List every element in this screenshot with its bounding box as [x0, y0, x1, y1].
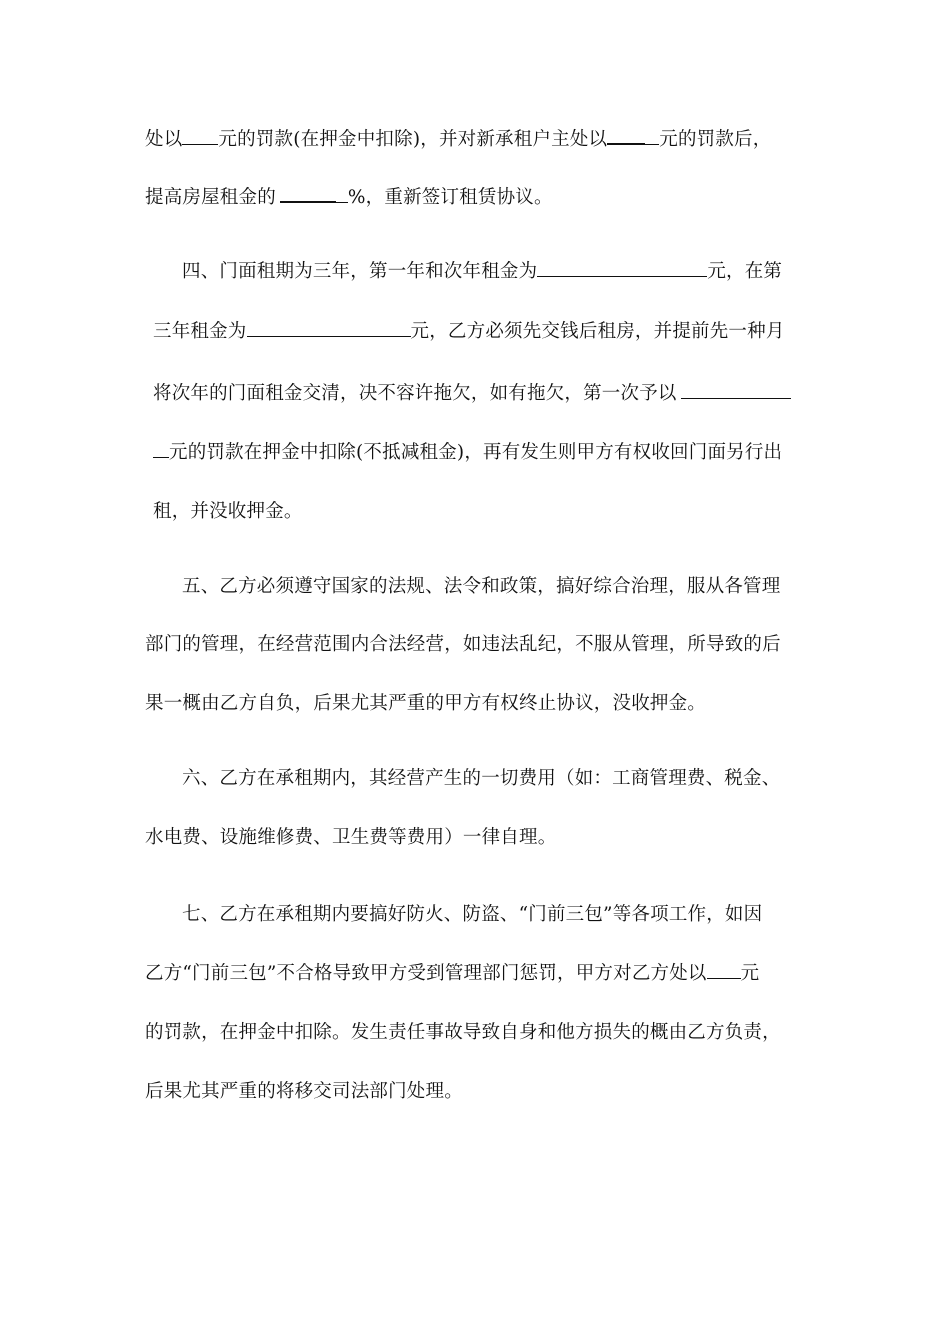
text-run: 乙方“门前三包”不合格导致甲方受到管理部门惩罚，甲方对乙方处以 — [145, 963, 707, 984]
clause-3-line-2 — [145, 185, 553, 210]
text-run: 元，在第 — [707, 261, 783, 282]
text-run: %，重新签订租赁协议。 — [347, 187, 553, 208]
clause-number: 五、乙方必须遵守国家的法规、法令和政策，搞好综合治理，服从各管理 — [182, 576, 781, 597]
text-run: 元的罚款在押金中扣除(不抵减租金)，再有发生则甲方有权收回门面另行出 — [169, 442, 783, 463]
text-run: 元 — [740, 963, 760, 984]
fill-in-blank[interactable] — [681, 382, 791, 399]
text-run: 处以 — [145, 129, 183, 150]
clause-4-line-2 — [153, 320, 785, 344]
text-run: 的罚款，在押金中扣除。发生责任事故导致自身和他方损失的概由乙方负责， — [145, 1022, 781, 1043]
text-run: 元的罚款后， — [659, 129, 772, 150]
clause-7-line-4 — [145, 1080, 463, 1104]
clause-7-line-2 — [145, 962, 759, 986]
clause-6-line-1 — [182, 767, 780, 791]
fill-in-blank[interactable] — [182, 128, 218, 145]
text-run: 提高房屋租金的 — [145, 187, 276, 208]
clause-number: 六、乙方在承租期内，其经营产生的一切费用（如：工商管理费、税金、 — [182, 768, 781, 789]
clause-4-line-4 — [153, 441, 782, 465]
text-run: 后果尤其严重的将移交司法部门处理。 — [145, 1081, 463, 1102]
clause-7-line-3 — [145, 1021, 781, 1045]
fill-in-blank[interactable] — [607, 127, 645, 145]
text-run: 果一概由乙方自负，后果尤其严重的甲方有权终止协议，没收押金。 — [145, 693, 707, 714]
fill-in-blank[interactable] — [247, 320, 411, 337]
clause-number: 七、乙方在承租期内要搞好防火、防盗、“门前三包”等各项工作，如因 — [182, 904, 763, 925]
fill-in-blank[interactable] — [537, 260, 707, 277]
clause-5-line-1 — [182, 575, 780, 599]
clause-4-line-1 — [182, 260, 782, 284]
text-run: 将次年的门面租金交清，决不容许拖欠，如有拖欠，第一次予以 — [153, 383, 677, 404]
clause-5-line-3 — [145, 692, 706, 716]
clause-4-line-3 — [153, 382, 791, 406]
fill-in-blank[interactable] — [153, 441, 169, 458]
clause-6-line-2 — [145, 826, 556, 850]
text-run: 部门的管理，在经营范围内合法经营，如违法乱纪，不服从管理，所导致的后 — [145, 634, 781, 655]
text-run: 租，并没收押金。 — [153, 501, 303, 522]
clause-7-line-1 — [182, 903, 762, 927]
text-run: 三年租金为 — [153, 321, 247, 342]
text-run: 元，乙方必须先交钱后租房，并提前先一种月 — [410, 321, 785, 342]
text-run: 元的罚款(在押金中扣除)，并对新承租户主处以 — [218, 129, 608, 150]
clause-4-line-5 — [153, 500, 303, 524]
fill-in-blank[interactable] — [707, 962, 741, 979]
fill-in-blank-tail — [336, 186, 348, 203]
fill-in-blank-tail — [645, 128, 659, 145]
clause-number: 四、门面租期为三年，第一年和次年租金为 — [182, 261, 538, 282]
clause-3-line-1 — [145, 127, 771, 152]
fill-in-blank[interactable] — [280, 185, 336, 203]
text-run: 水电费、设施维修费、卫生费等费用）一律自理。 — [145, 827, 557, 848]
clause-5-line-2 — [145, 633, 781, 657]
